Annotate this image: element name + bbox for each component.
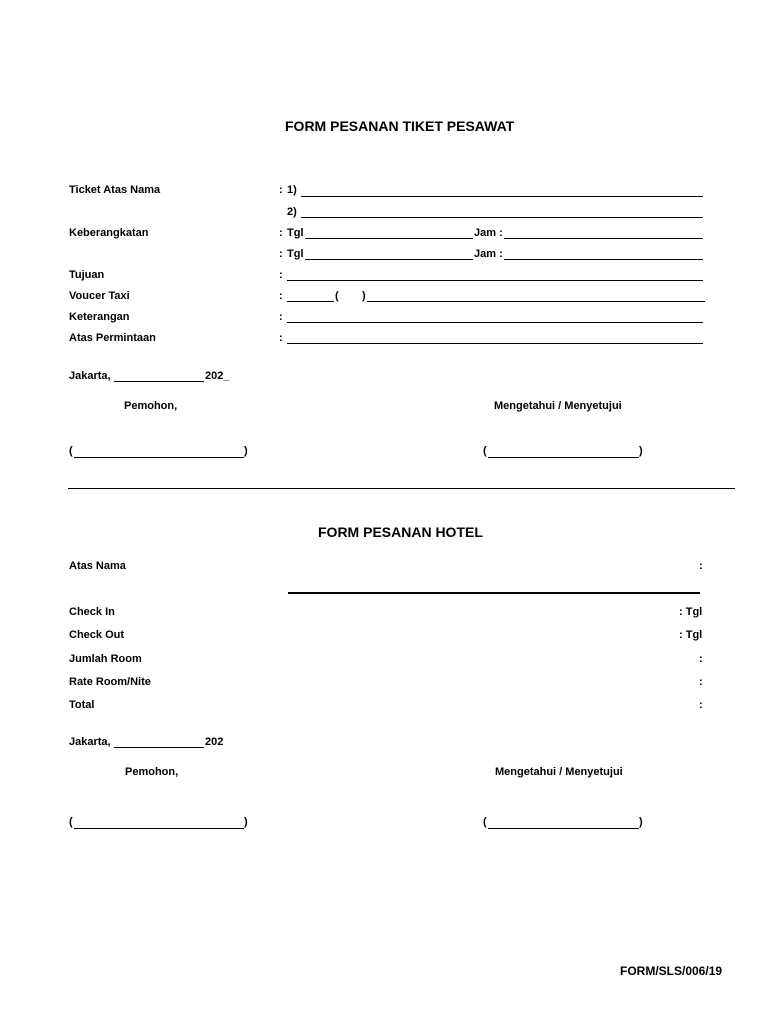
departure-2-date-label: Tgl (287, 248, 304, 260)
ticket-name-2-number: 2) (287, 206, 297, 218)
departure-2-time-label: Jam : (474, 248, 503, 260)
remarks-field[interactable] (287, 322, 703, 323)
check-out-label: Check Out (69, 629, 125, 641)
form-code: FORM/SLS/006/19 (620, 964, 723, 978)
flight-approver-paren-close: ) (639, 445, 643, 457)
room-rate-label: Rate Room/Nite (69, 676, 151, 688)
voucher-label: Voucer Taxi (69, 290, 130, 302)
departure-label: Keberangkatan (69, 227, 149, 239)
room-rate-colon: : (699, 676, 703, 688)
hotel-applicant-paren-open: ( (69, 816, 73, 828)
ticket-name-1-field[interactable] (301, 196, 703, 197)
departure-1-time-label: Jam : (474, 227, 503, 239)
hotel-form-title: FORM PESANAN HOTEL (318, 524, 483, 540)
destination-field[interactable] (287, 280, 703, 281)
hotel-approver-paren-close: ) (639, 816, 643, 828)
voucher-paren-open: ( (335, 290, 339, 302)
voucher-detail-field[interactable] (367, 301, 705, 302)
hotel-approval-label: Mengetahui / Menyetujui (495, 766, 623, 778)
ticket-name-2-field[interactable] (301, 217, 703, 218)
requested-by-field[interactable] (287, 343, 703, 344)
requested-by-colon: : (279, 332, 283, 344)
check-in-date-label: : Tgl (679, 606, 703, 618)
remarks-label: Keterangan (69, 311, 130, 323)
departure-2-time-field[interactable] (504, 259, 703, 260)
check-in-label: Check In (69, 606, 115, 618)
destination-label: Tujuan (69, 269, 105, 281)
flight-applicant-paren-open: ( (69, 445, 73, 457)
departure-1-time-field[interactable] (504, 238, 703, 239)
hotel-name-label: Atas Nama (69, 560, 126, 572)
flight-date-field[interactable] (114, 381, 204, 382)
remarks-colon: : (279, 311, 283, 323)
flight-form-title: FORM PESANAN TIKET PESAWAT (285, 118, 515, 134)
departure-1-colon: : (279, 227, 283, 239)
voucher-count-field[interactable] (287, 301, 334, 302)
total-label: Total (69, 699, 95, 711)
hotel-name-colon: : (699, 560, 703, 572)
ticket-name-label: Ticket Atas Nama (69, 184, 161, 196)
hotel-year-suffix: 202 (205, 736, 224, 748)
hotel-approver-signature-field[interactable] (488, 828, 639, 829)
departure-2-date-field[interactable] (305, 259, 473, 260)
hotel-date-field[interactable] (114, 747, 204, 748)
section-divider (68, 488, 735, 489)
destination-colon: : (279, 269, 283, 281)
departure-1-date-field[interactable] (305, 238, 473, 239)
flight-applicant-signature-field[interactable] (74, 457, 244, 458)
departure-1-date-label: Tgl (287, 227, 304, 239)
requested-by-label: Atas Permintaan (69, 332, 156, 344)
voucher-paren-close: ) (362, 290, 366, 302)
check-out-date-label: : Tgl (679, 629, 703, 641)
ticket-name-colon: : (279, 184, 283, 196)
flight-approver-signature-field[interactable] (488, 457, 639, 458)
flight-place-date-label: Jakarta, (69, 370, 111, 382)
hotel-applicant-label: Pemohon, (125, 766, 179, 778)
flight-approval-label: Mengetahui / Menyetujui (494, 400, 622, 412)
flight-applicant-paren-close: ) (244, 445, 248, 457)
voucher-colon: : (279, 290, 283, 302)
total-colon: : (699, 699, 703, 711)
room-count-colon: : (699, 653, 703, 665)
hotel-place-date-label: Jakarta, (69, 736, 111, 748)
flight-applicant-label: Pemohon, (124, 400, 178, 412)
hotel-approver-paren-open: ( (483, 816, 487, 828)
departure-2-colon: : (279, 248, 283, 260)
hotel-name-field[interactable] (288, 592, 700, 594)
hotel-applicant-paren-close: ) (244, 816, 248, 828)
hotel-applicant-signature-field[interactable] (74, 828, 244, 829)
ticket-name-1-number: 1) (287, 184, 297, 196)
flight-approver-paren-open: ( (483, 445, 487, 457)
room-count-label: Jumlah Room (69, 653, 142, 665)
flight-year-suffix: 202_ (205, 370, 230, 382)
